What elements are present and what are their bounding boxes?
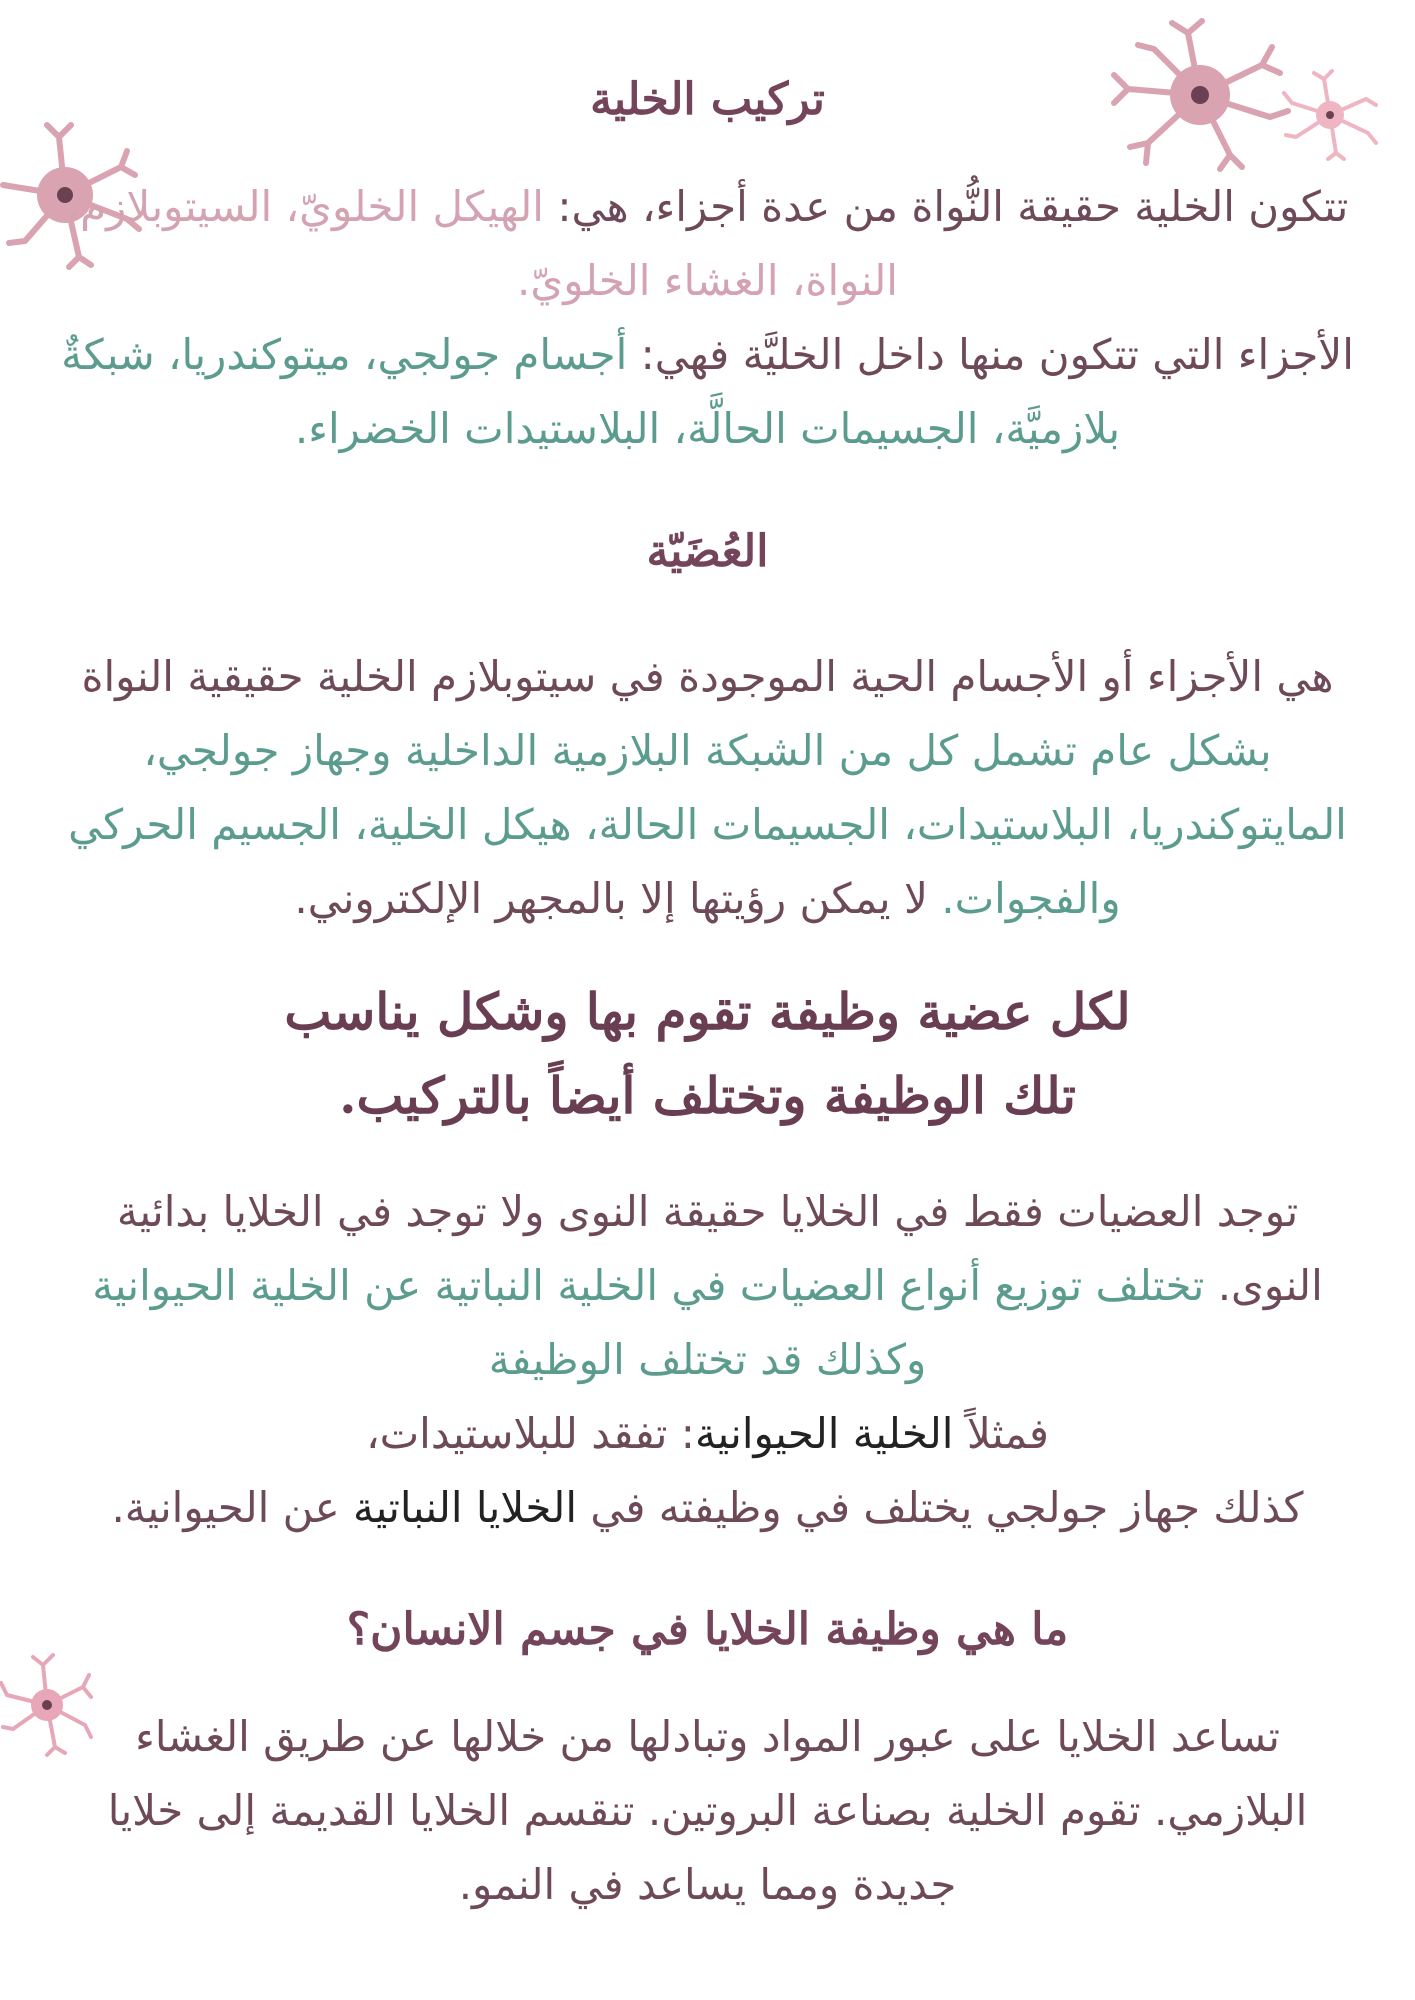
human-title: ما هي وظيفة الخلايا في جسم الانسان؟ [346, 1604, 1069, 1655]
function-note [60, 970, 1355, 1138]
human-paragraph [60, 1700, 1355, 1922]
structure-inner-lead: الأجزاء التي تتكون منها داخل الخليَّة فهي: [640, 330, 1354, 379]
golgi-suffix: عن الحيوانية. [111, 1483, 354, 1532]
structure-intro-parts: الهيكل الخلويّ، السيتوبلازم، النواة، الغشاء الخلويّ. [66, 182, 898, 305]
organelle-text [60, 640, 1355, 936]
human-text: تساعد الخلايا على عبور المواد وتبادلها من خلالها عن طريق الغشاء البلازمي. تقوم الخلية بصناعة البروتين. تنقسم الخلايا القديمة إلى خلايا جديدة ومما يساعد في النمو. [107, 1712, 1308, 1909]
organelle-tail: لا يمكن رؤيتها إلا بالمجهر الإلكتروني. [294, 874, 942, 923]
structure-intro [60, 170, 1355, 318]
organelle-title: العُضَيّة [646, 526, 769, 577]
function-note-line: لكل عضية وظيفة تقوم بها وشكل يناسب [284, 982, 1131, 1041]
distribution-text [60, 1175, 1355, 1397]
example-prefix: فمثلاً [953, 1409, 1049, 1458]
golgi-prefix: كذلك جهاز جولجي يختلف في وظيفته في [577, 1483, 1304, 1532]
structure-inner-parts: أجسام جولجي، ميتوكندريا، شبكةٌ بلازميَّة، الجسيمات الحالَّة، البلاستيدات الخضراء. [61, 330, 1121, 453]
example-suffix: : تفقد للبلاستيدات، [366, 1409, 695, 1458]
golgi-line [60, 1471, 1355, 1545]
example-animal-cell: الخلية الحيوانية [694, 1409, 954, 1458]
golgi-plant-cells: الخلايا النباتية [353, 1483, 578, 1532]
organelle-paragraph [60, 640, 1355, 936]
structure-paragraph [60, 170, 1355, 466]
organelle-members: بشكل عام تشمل كل من الشبكة البلازمية الداخلية وجهاز جولجي، المايتوكندريا، البلاستيدات، الجسيمات الحالة، هيكل الخلية، الجسيم الحركي والفجوات. [68, 726, 1347, 923]
distribution-lead: توجد العضيات فقط في الخلايا حقيقة النوى ولا توجد في الخلايا بدائية النوى. [116, 1187, 1323, 1310]
example-line [60, 1397, 1355, 1471]
structure-inner [60, 318, 1355, 466]
distribution-teal: تختلف توزيع أنواع العضيات في الخلية النباتية عن الخلية الحيوانية وكذلك قد تختلف الوظيفة [92, 1261, 1218, 1384]
distribution-paragraph [60, 1175, 1355, 1545]
function-note-line: تلك الوظيفة وتختلف أيضاً بالتركيب. [339, 1066, 1076, 1125]
organelle-lead: هي الأجزاء أو الأجسام الحية الموجودة في سيتوبلازم الخلية حقيقية النواة [81, 652, 1334, 701]
structure-intro-lead: تتكون الخلية حقيقة النُّواة من عدة أجزاء، هي: [557, 182, 1349, 231]
page-title: تركيب الخلية [590, 74, 825, 125]
